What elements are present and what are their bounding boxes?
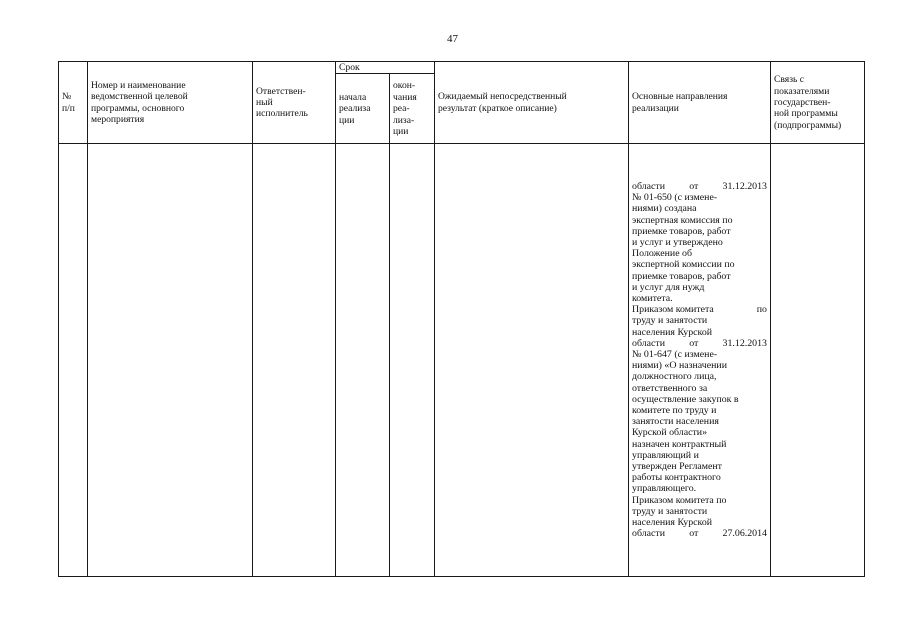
directions-text-line [632,304,767,315]
directions-text-word: 27.06.2014 [722,528,767,540]
directions-text-word: по [756,304,767,316]
header-link-line: государствен- [774,97,831,108]
header-link [771,62,865,144]
cell-period-end [390,144,435,577]
header-period-end-line: чания [393,91,417,103]
header-executor [253,62,336,144]
directions-text-line: назначен контрактный [632,438,727,450]
directions-text-line: № 01-647 (с измене- [632,349,718,360]
directions-text-line [632,528,767,539]
header-period-end-line: ции [393,126,409,138]
header-program-line: ведомственной целевой [91,91,188,103]
directions-text-line: Приказом комитета по [632,494,727,506]
directions-text-word: от [689,180,699,192]
directions-text-word: области [632,180,666,192]
directions-text-word: от [689,337,699,349]
directions-text-line: комитете по труду и [632,405,717,417]
cell-index [59,144,88,577]
header-period-start-line: реализа [339,103,371,115]
header-result-line: результат (краткое описание) [438,102,557,114]
cell-period-start [336,144,390,577]
directions-text-line: и услуг и утверждено [632,236,723,248]
header-row-top [59,62,865,74]
directions-text-line: ниями) создана [632,203,697,215]
directions-text-word: области [632,337,666,349]
directions-text-word: 31.12.2013 [722,180,767,192]
directions-text-line: населения Курской [632,326,713,338]
header-executor-line: Ответствен- [256,85,306,97]
directions-text-line: управляющий и [632,449,699,461]
header-executor-line: исполнитель [256,108,308,120]
directions-text-line: работы контрактного [632,472,721,484]
directions-text-line: экспертной комиссии по [632,259,735,271]
directions-text-line: Курской области» [632,427,708,439]
header-program [88,62,253,144]
header-program-line: мероприятия [91,114,145,126]
directions-text-line: Положение об [632,248,693,260]
header-index-line: п/п [62,102,75,114]
page-number: 47 [447,33,458,45]
header-executor-line: ный [256,97,273,108]
directions-text-line: и услуг для нужд [632,281,705,293]
directions-text-line: должностного лица, [632,371,717,383]
header-period-start-line: ции [339,114,355,126]
directions-text-line: занятости населения [632,416,719,428]
directions-text-line: комитета. [632,292,673,304]
table-row [59,144,865,577]
header-directions-line: Основные направления [632,91,728,103]
header-period-start-line: начала [339,91,367,103]
header-period-end-line: лиза- [393,114,415,126]
program-activities-table [58,61,865,577]
directions-text-line: труду и занятости [632,505,708,517]
header-period-end [390,74,435,144]
directions-text-line: приемке товаров, работ [632,225,731,237]
header-index [59,62,88,144]
header-link-line: (подпрограммы) [774,119,842,131]
header-directions-line: реализации [632,102,679,114]
header-period-start [336,74,390,144]
directions-text-line: ниями) «О назначении [632,360,727,372]
cell-link [771,144,865,577]
directions-text-word: области [632,528,666,540]
header-period-end-line: реа- [393,103,410,115]
header-period-end-line: окон- [393,80,416,92]
directions-text-word: от [689,528,699,540]
header-link-line: Связь с [774,74,805,86]
directions-text-line [632,338,767,349]
cell-executor [253,144,336,577]
directions-text-line: населения Курской [632,517,713,529]
header-index-line: № [62,91,72,103]
header-result [435,62,629,144]
directions-text-line: утвержден Регламент [632,461,722,473]
cell-result [435,144,629,577]
directions-text-line: труду и занятости [632,315,708,327]
directions-text-word: 31.12.2013 [722,337,767,349]
cell-directions [629,144,771,577]
header-link-line: ной программы [774,108,838,120]
cell-program [88,144,253,577]
directions-text-line: осуществление закупок в [632,393,739,405]
header-link-line: показателями [774,85,830,97]
header-program-line: Номер и наименование [91,79,186,91]
directions-text-line: № 01-650 (с измене- [632,192,718,204]
directions-text-line [632,181,767,192]
directions-text-word: Приказом комитета [632,304,714,316]
header-result-line: Ожидаемый непосредственный [438,91,567,103]
header-period: Срок [336,62,435,74]
directions-text-line: ответственного за [632,382,708,394]
directions-text-line: управляющего. [632,483,697,495]
directions-text-line: экспертная комиссия по [632,214,733,226]
header-program-line: программы, основного [91,102,185,114]
directions-text-line: приемке товаров, работ [632,270,731,282]
header-directions [629,62,771,144]
